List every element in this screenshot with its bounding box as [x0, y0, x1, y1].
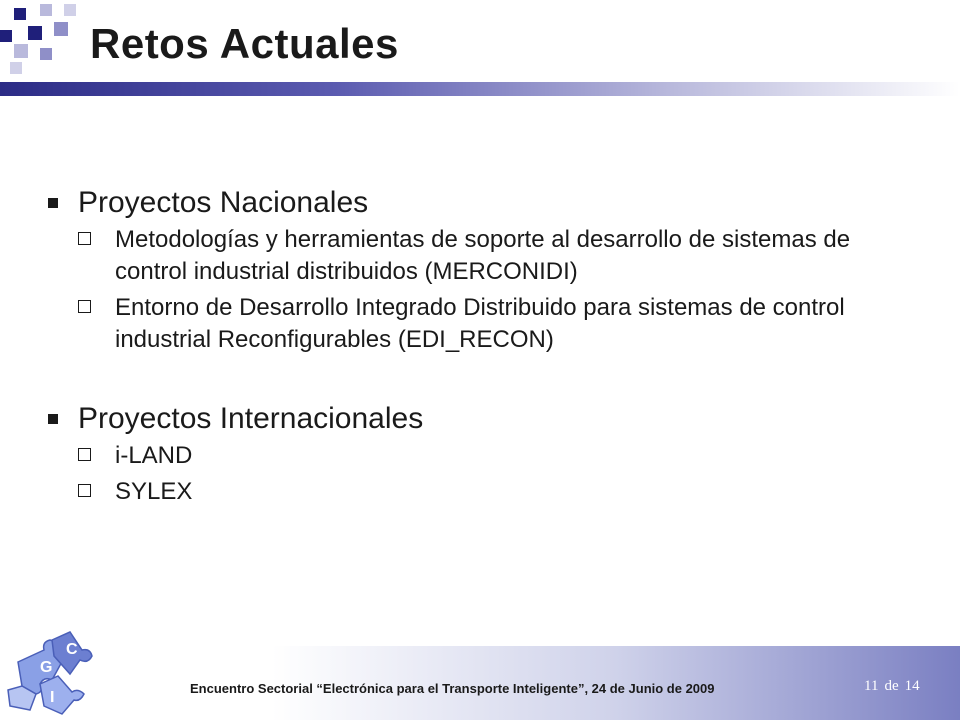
title-gradient-bar [0, 82, 960, 96]
hollow-square-bullet-icon [78, 448, 91, 461]
puzzle-logo-icon [0, 610, 110, 720]
logo-letter: S [70, 675, 81, 692]
list-item: Metodologías y herramientas de soporte al desarrollo de sistemas de control industrial distribuidos (MERCONIDI) [78, 224, 928, 288]
footer-event-text: Encuentro Sectorial “Electrónica para el Transporte Inteligente”, 24 de Junio de 2009 [190, 681, 715, 696]
hollow-square-bullet-icon [78, 300, 91, 313]
list-item: i-LAND [78, 440, 928, 472]
logo-letter: C [66, 641, 78, 658]
page-total: 14 [904, 678, 920, 694]
page-of: de [884, 678, 899, 694]
hollow-square-bullet-icon [78, 232, 91, 245]
logo-letter: I [50, 689, 55, 706]
square-bullet-icon [48, 414, 58, 424]
slide-content [48, 186, 928, 508]
page-current: 11 [864, 678, 879, 694]
section-heading: Proyectos Internacionales [48, 402, 928, 436]
hollow-square-bullet-icon [78, 484, 91, 497]
slide-title: Retos Actuales [90, 20, 399, 67]
list-item: Entorno de Desarrollo Integrado Distribuido para sistemas de control industrial Reconfigurables (EDI_RECON) [78, 292, 928, 356]
square-bullet-icon [48, 198, 58, 208]
decorative-squares [0, 0, 90, 90]
section-heading: Proyectos Nacionales [48, 186, 928, 220]
page-number [864, 678, 926, 695]
list-item: SYLEX [78, 476, 928, 508]
logo-letter: G [40, 659, 53, 676]
